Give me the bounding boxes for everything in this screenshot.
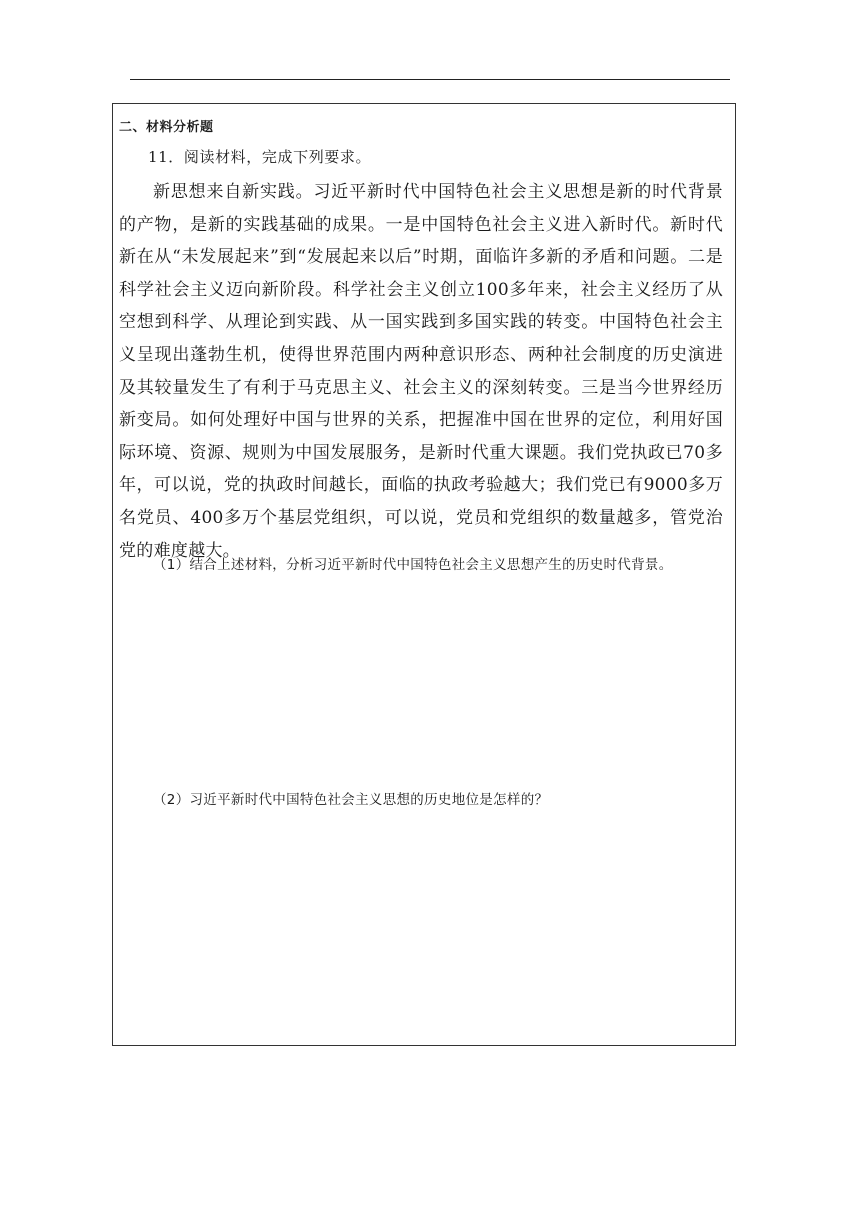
header-rule xyxy=(130,79,730,80)
sub-question-1: （1）结合上述材料，分析习近平新时代中国特色社会主义思想产生的历史时代背景。 xyxy=(153,557,673,573)
question-frame xyxy=(112,103,736,1046)
question-head: 11．阅读材料，完成下列要求。 xyxy=(148,148,372,166)
section-title: 二、材料分析题 xyxy=(119,120,214,135)
sub-question-2: （2）习近平新时代中国特色社会主义思想的历史地位是怎样的？ xyxy=(153,792,549,808)
material-paragraph: 新思想来自新实践。习近平新时代中国特色社会主义思想是新的时代背景的产物，是新的实践基础的成果。一是中国特色社会主义进入新时代。新时代新在从“未发展起来”到“发展起来以后”时期，面临许多新的矛盾和问题。二是科学社会主义迈向新阶段。科学社会主义创立100多年来，社会主义经历了从空想到科学、从理论到实践、从一国实践到多国实践的转变。中国特色社会主义呈现出蓬勃生机，使得世界范围内两种意识形态、两种社会制度的历史演进及其较量发生了有利于马克思主义、社会主义的深刻转变。三是当今世界经历新变局。如何处理好中国与世界的关系，把握准中国在世界的定位，利用好国际环境、资源、规则为中国发展服务，是新时代重大课题。我们党执政已70多年，可以说，党的执政时间越长，面临的执政考验越大；我们党已有9000多万名党员、400多万个基层党组织，可以说，党员和党组织的数量越多，管党治党的难度越大。 xyxy=(119,182,723,561)
